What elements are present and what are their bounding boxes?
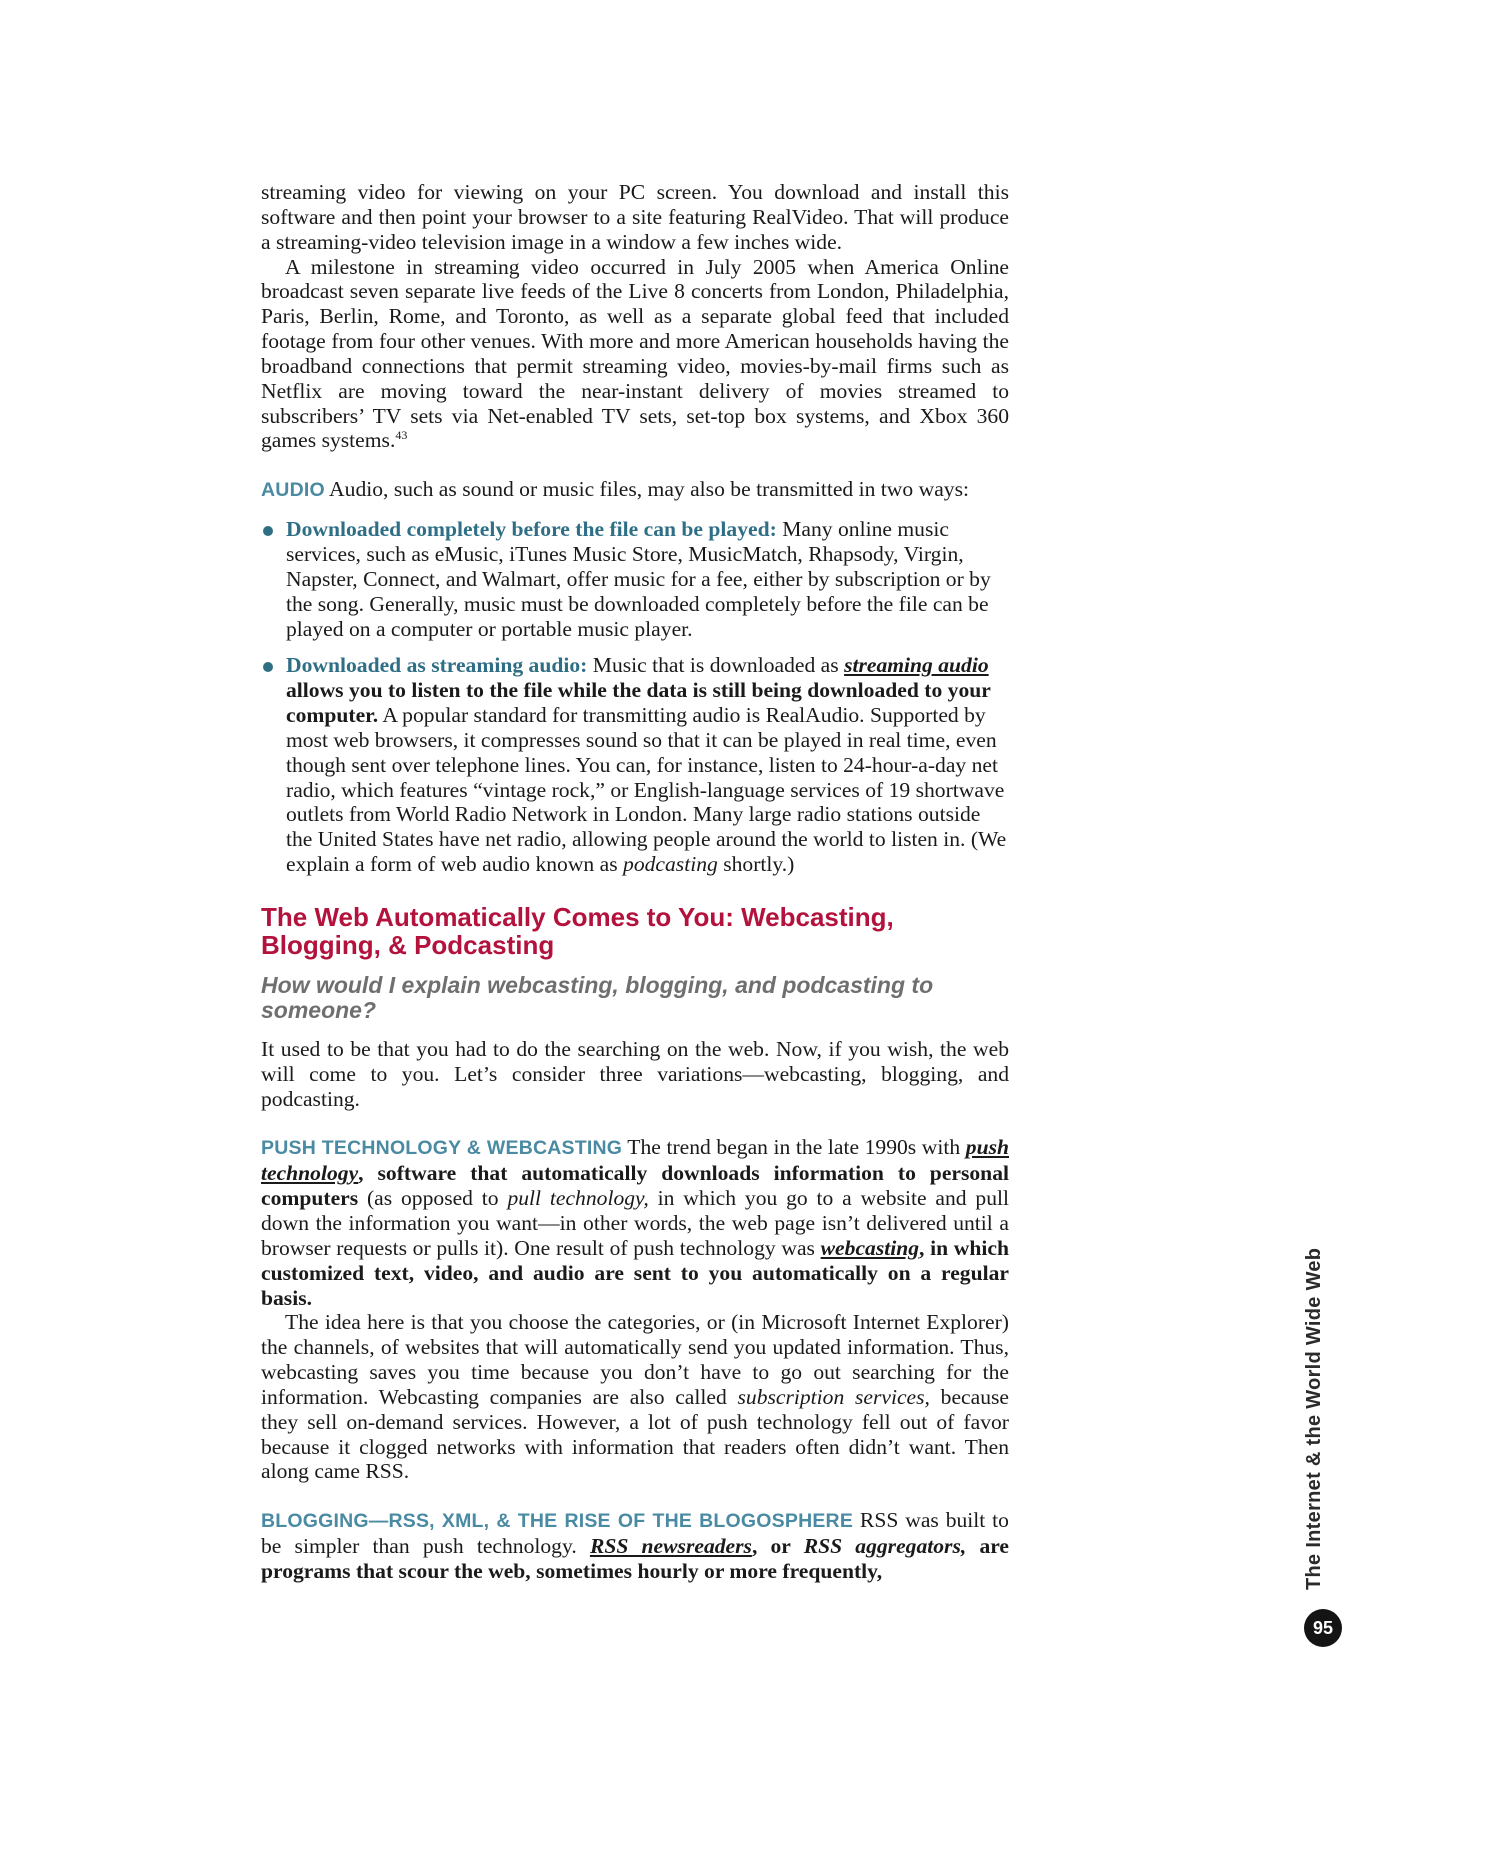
audio-runin-head: AUDIO (261, 479, 325, 502)
push-runin-head: PUSH TECHNOLOGY & WEBCASTING (261, 1137, 623, 1160)
section-question: How would I explain webcasting, blogging, and podcasting to someone? (261, 971, 934, 1023)
paragraph-text: because they sell on-demand services. However, a lot of push technology fell out of favor because it clogged networks with information that readers often didn’t want. Then along came RSS. (261, 1384, 1010, 1484)
paragraph-section-intro (261, 1037, 1009, 1112)
spacer (261, 1484, 1009, 1508)
paragraph-text: It used to be that you had to do the searching on the web. Now, if you wish, the web will come to you. Let’s consider three variations—webcasting, blogging, and podcasting. (261, 1036, 1009, 1111)
blogging-runin-head: BLOGGING—RSS, XML, & THE RISE OF THE BLOGOSPHERE (261, 1510, 854, 1533)
audio-bullet-list (261, 517, 1009, 877)
list-item (261, 653, 1009, 877)
bullet-text: shortly.) (717, 852, 795, 877)
bullet-icon (263, 526, 273, 536)
key-term-rss-aggregators: RSS aggregators, (803, 1534, 967, 1559)
key-term-definition: are programs that scour the web, sometimes hourly or more frequently, (261, 1534, 1010, 1583)
paragraph-live8 (261, 255, 1009, 454)
running-head-vertical (1303, 1247, 1325, 1591)
paragraph-text: The idea here is that you choose the categories, or (in Microsoft Internet Explorer) the channels, of websites that will automatically send you updated information. Thus, webcasting saves you time because you don’t have to go out searching for the information. Webcasting companies are also called (261, 1310, 1009, 1409)
section-heading: The Web Automatically Comes to You: Webcasting, Blogging, & Podcasting (261, 901, 894, 960)
paragraph-text: RSS was built to be simpler than push technology. (261, 1508, 1009, 1559)
paragraph-webcasting-idea (261, 1310, 1009, 1484)
key-term-rss-newsreaders: RSS newsreaders (589, 1534, 752, 1559)
paragraph-push-technology (261, 1135, 1009, 1310)
paragraph-text: streaming video for viewing on your PC screen. You download and install this software and then point your browser to a site featuring RealVideo. That will produce a streaming-video television image in a window a few inches wide. (261, 180, 1009, 254)
bullet-text: Many online music services, such as eMusic, iTunes Music Store, MusicMatch, Rhapsody, Virgin, Napster, Connect, and Walmart, offer music for a fee, either by subscription or by the song. Generally, music must be downloaded completely before the file can be played on a computer or portable music player. (286, 517, 991, 641)
italic-term: subscription services, (737, 1384, 930, 1409)
spacer (261, 453, 1009, 477)
paragraph-audio (261, 477, 1009, 503)
key-term-definition: , in which customized text, video, and audio are sent to you automatically on a regular basis. (261, 1235, 1009, 1310)
spacer (261, 1111, 1009, 1135)
footnote-ref: 43 (395, 428, 408, 443)
bullet-head: Downloaded completely before the file can be played: (286, 517, 777, 542)
key-term-definition: , software that automatically downloads information to personal computers (261, 1161, 1009, 1211)
key-term-streaming-audio: streaming audio (844, 653, 989, 678)
running-head-text: The Internet & the World Wide Web (1303, 1247, 1325, 1590)
paragraph-text: (as opposed to (358, 1186, 508, 1211)
paragraph-text: in which you go to a website and pull down the information you want—in other words, the web page isn’t delivered until a browser requests or pulls it). One result of push technology was (261, 1186, 1009, 1260)
bullet-text: A popular standard for transmitting audio is RealAudio. Supported by most web browsers, it compresses sound so that it can be played in real time, even though sent over telephone lines. You can, for instance, listen to 24-hour-a-day net radio, which features “vintage rock,” or English-language services of 19 shortwave outlets from World Radio Network in London. Many large radio stations outside the United States have net radio, allowing people around the world to listen in. (We explain a form of web audio known as (286, 703, 1007, 877)
paragraph-streaming-video (261, 180, 1009, 255)
key-term-definition: allows you to listen to the file while the data is still being downloaded to your computer. (286, 678, 991, 728)
paragraph-text: A milestone in streaming video occurred in July 2005 when America Online broadcast seven separate live feeds of the Live 8 concerts from London, Philadelphia, Paris, Berlin, Rome, and Toronto, as well as a separate global feed that included footage from four other venues. With more and more American households having the broadband connections that permit streaming video, movies-by-mail firms such as Netflix are moving toward the near-instant delivery of movies streamed to subscribers’ TV sets via Net-enabled TV sets, set-top box systems, and Xbox 360 games systems. (261, 254, 1009, 453)
paragraph-text: Audio, such as sound or music files, may also be transmitted in two ways: (324, 477, 969, 502)
italic-term: podcasting (623, 852, 718, 877)
key-term-push-technology: push technology (261, 1135, 1009, 1186)
bullet-icon (263, 662, 273, 672)
page-body (261, 180, 1009, 1584)
bullet-head: Downloaded as streaming audio: (286, 653, 588, 678)
key-term-webcasting: webcasting (820, 1235, 920, 1260)
page-number-badge: 95 (1304, 1609, 1342, 1647)
paragraph-text: The trend began in the late 1990s with (622, 1135, 966, 1160)
key-term-definition: , or (751, 1534, 804, 1559)
paragraph-blogging (261, 1508, 1009, 1584)
list-item (261, 517, 1009, 641)
italic-term: pull technology, (507, 1186, 649, 1211)
bullet-text: Music that is downloaded as (587, 653, 845, 678)
